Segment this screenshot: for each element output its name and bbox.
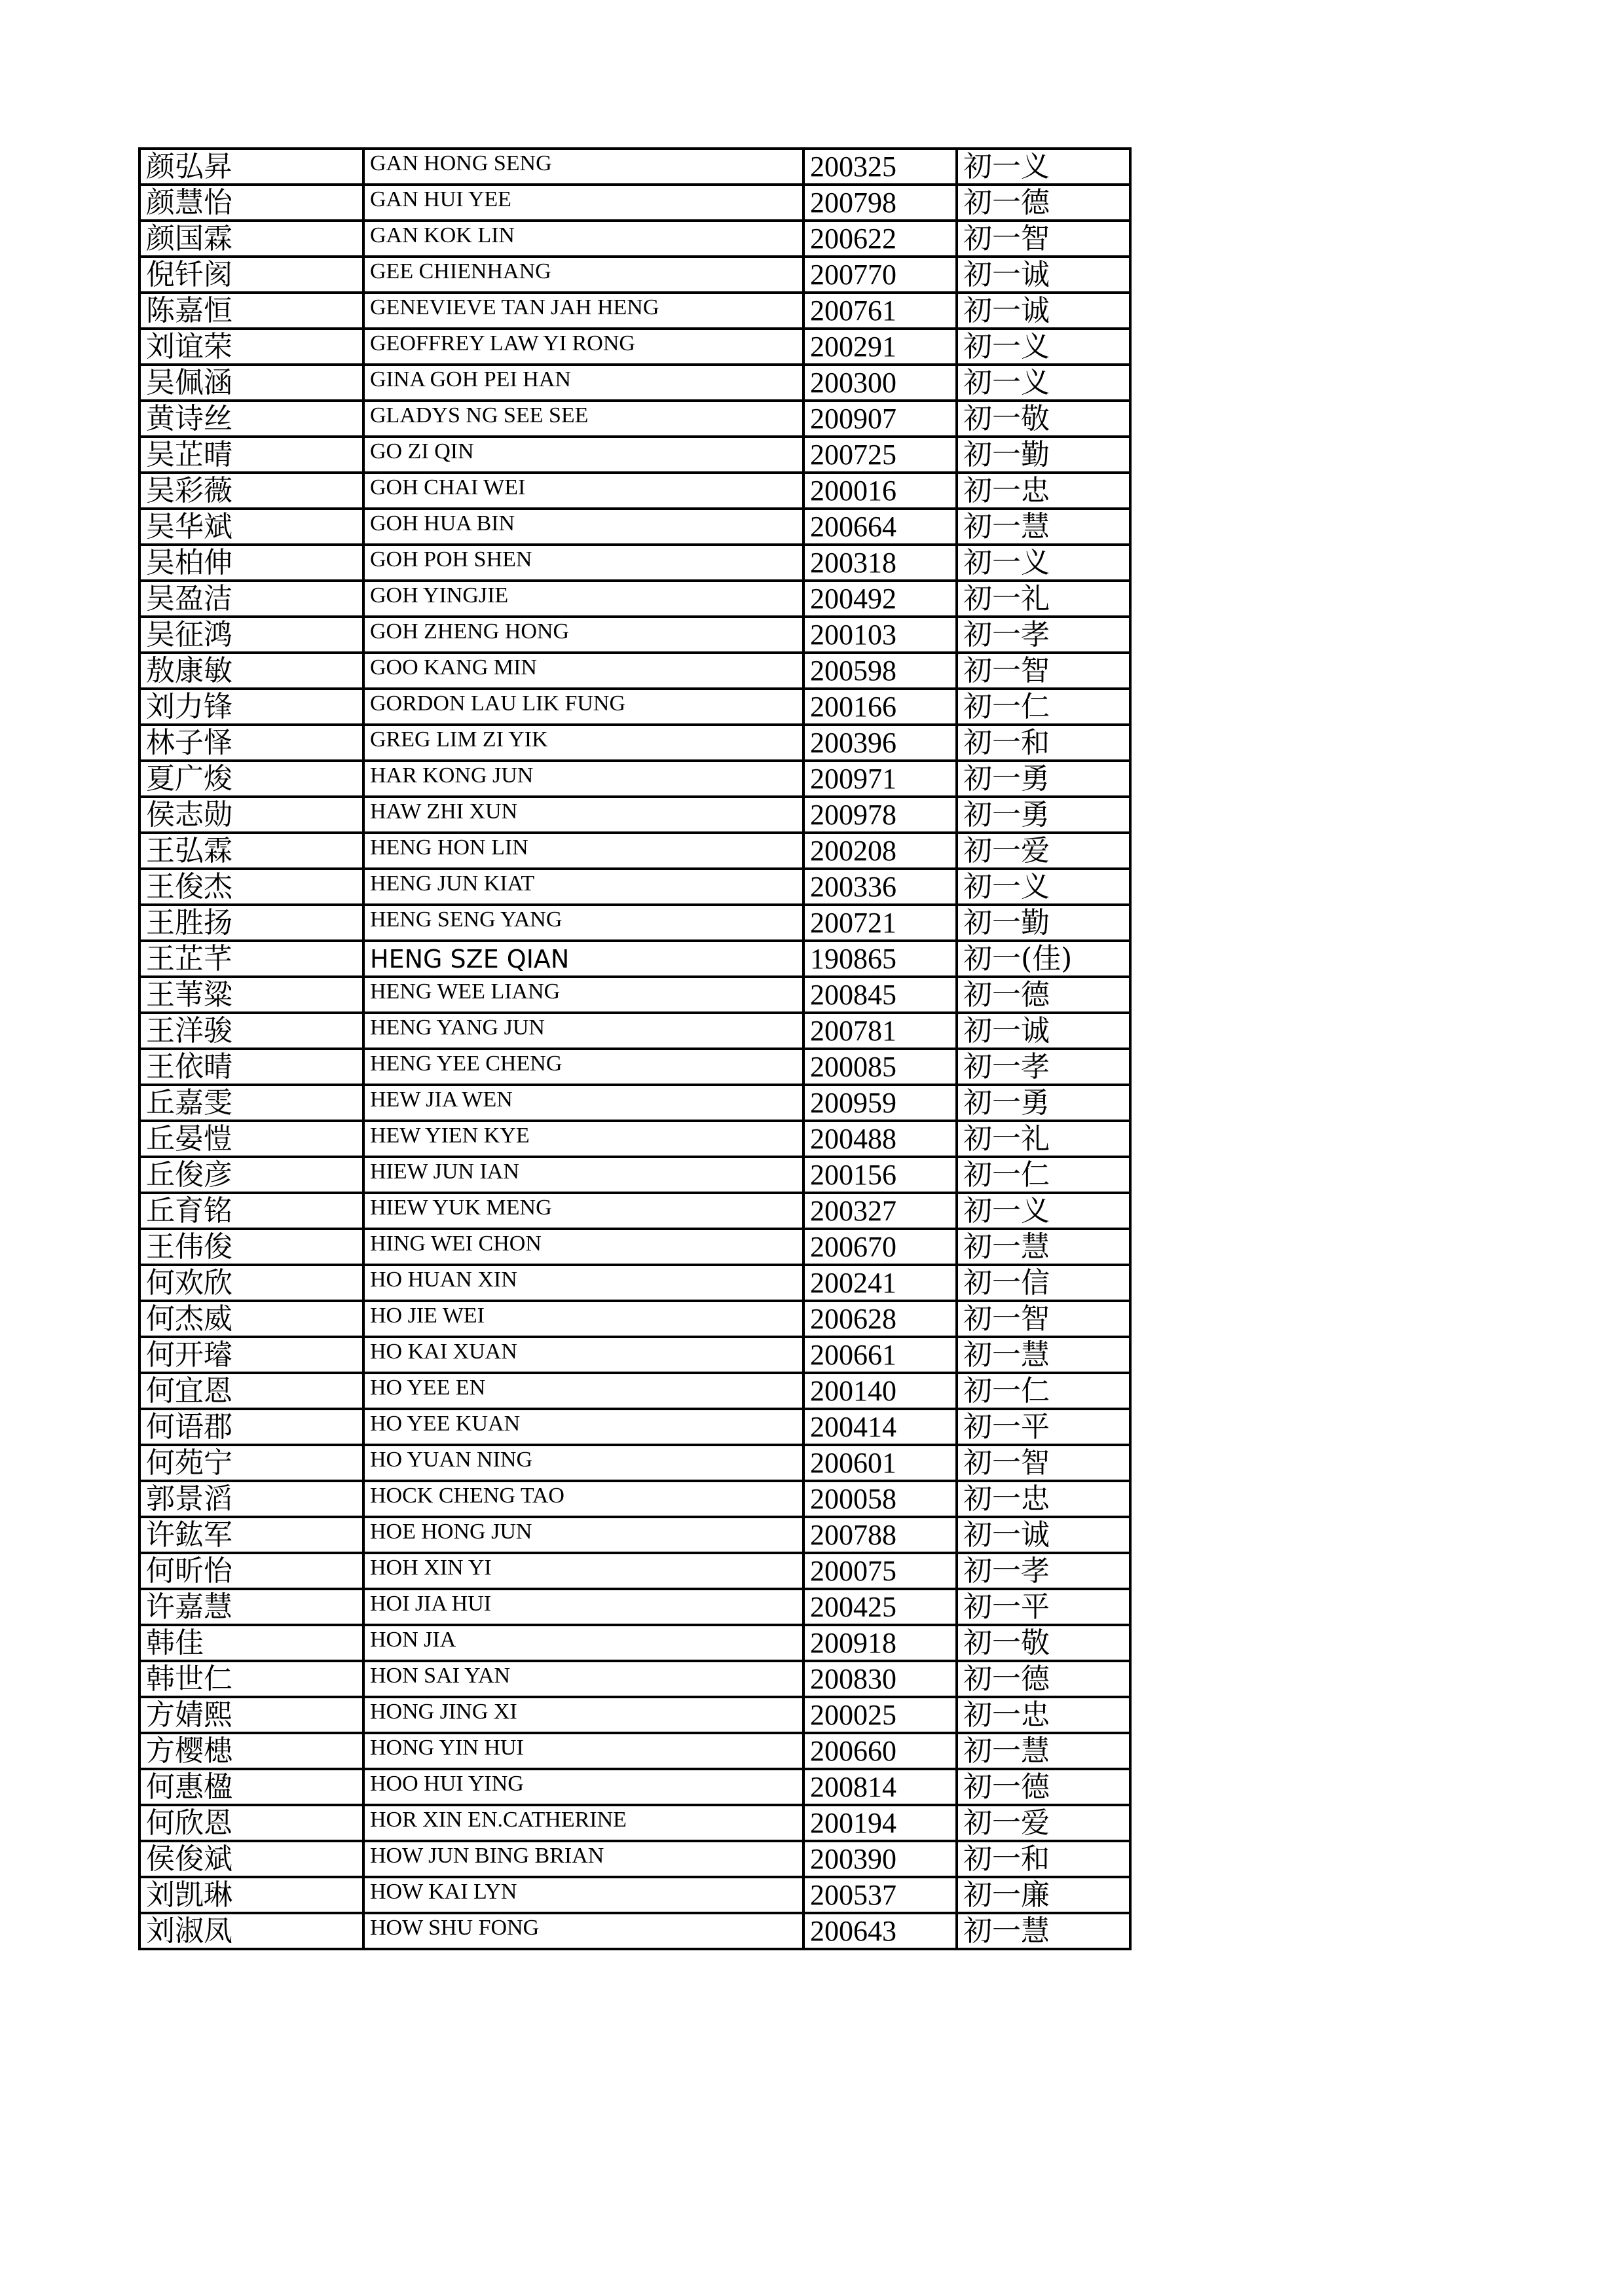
class-cell: 初一孝 [957,617,1130,653]
class-cell: 初一勤 [957,437,1130,473]
chinese-name-cell: 王苇粱 [139,977,363,1013]
english-name-cell: HOO HUI YING [363,1769,803,1805]
class-cell: 初一义 [957,1193,1130,1229]
chinese-name-cell: 吴华斌 [139,509,363,545]
chinese-name-cell: 侯志勋 [139,797,363,833]
class-cell: 初一和 [957,725,1130,761]
class-cell: 初一义 [957,365,1130,401]
chinese-name-cell: 侯俊斌 [139,1841,363,1877]
chinese-name-cell: 韩佳 [139,1625,363,1661]
chinese-name-cell: 王伟俊 [139,1229,363,1265]
class-cell: 初一慧 [957,1913,1130,1949]
student-id-cell: 200670 [803,1229,957,1265]
class-cell: 初一德 [957,185,1130,221]
student-id-cell: 200075 [803,1553,957,1589]
table-row [139,653,1130,689]
student-id-cell: 200103 [803,617,957,653]
chinese-name-cell: 何欣恩 [139,1805,363,1841]
student-id-cell: 200770 [803,257,957,293]
english-name-cell: HO HUAN XIN [363,1265,803,1301]
english-name-cell: GAN KOK LIN [363,221,803,257]
class-cell: 初一忠 [957,473,1130,509]
english-name-cell: HENG WEE LIANG [363,977,803,1013]
student-id-cell: 200396 [803,725,957,761]
table-row [139,185,1130,221]
english-name-cell: HIEW JUN IAN [363,1157,803,1193]
english-name-cell: GAN HUI YEE [363,185,803,221]
table-row [139,257,1130,293]
english-name-cell: GOH CHAI WEI [363,473,803,509]
english-name-cell: GEOFFREY LAW YI RONG [363,329,803,365]
student-id-cell: 200488 [803,1121,957,1157]
english-name-cell: HON JIA [363,1625,803,1661]
english-name-cell: HOR XIN EN.CATHERINE [363,1805,803,1841]
table-row [139,1877,1130,1913]
table-row [139,1013,1130,1049]
student-id-cell: 200414 [803,1409,957,1445]
student-id-cell: 200918 [803,1625,957,1661]
student-id-cell: 190865 [803,941,957,977]
table-row [139,1697,1130,1733]
class-cell: 初一诚 [957,257,1130,293]
table-row [139,1445,1130,1481]
student-id-cell: 200336 [803,869,957,905]
student-id-cell: 200830 [803,1661,957,1697]
table-row [139,1517,1130,1553]
student-id-cell: 200537 [803,1877,957,1913]
english-name-cell: HENG YEE CHENG [363,1049,803,1085]
chinese-name-cell: 吴佩涵 [139,365,363,401]
table-row [139,293,1130,329]
class-cell: 初一敬 [957,1625,1130,1661]
student-id-cell: 200845 [803,977,957,1013]
english-name-cell: GLADYS NG SEE SEE [363,401,803,437]
table-row [139,1409,1130,1445]
chinese-name-cell: 王弘霖 [139,833,363,869]
student-id-cell: 200660 [803,1733,957,1769]
student-id-cell: 200325 [803,149,957,185]
class-cell: 初一和 [957,1841,1130,1877]
english-name-cell: HEW YIEN KYE [363,1121,803,1157]
class-cell: 初一义 [957,545,1130,581]
english-name-cell: GOH ZHENG HONG [363,617,803,653]
english-name-cell: GOH POH SHEN [363,545,803,581]
class-cell: 初一义 [957,869,1130,905]
table-row [139,1373,1130,1409]
table-row [139,617,1130,653]
chinese-name-cell: 何昕怡 [139,1553,363,1589]
table-row [139,1301,1130,1337]
english-name-cell: HENG SENG YANG [363,905,803,941]
table-row [139,581,1130,617]
chinese-name-cell: 方婧熙 [139,1697,363,1733]
table-row [139,761,1130,797]
table-row [139,1085,1130,1121]
class-cell: 初一慧 [957,1229,1130,1265]
class-cell: 初一勇 [957,761,1130,797]
student-id-cell: 200798 [803,185,957,221]
chinese-name-cell: 郭景滔 [139,1481,363,1517]
student-id-cell: 200300 [803,365,957,401]
chinese-name-cell: 刘力锋 [139,689,363,725]
class-cell: 初一仁 [957,1373,1130,1409]
student-id-cell: 200959 [803,1085,957,1121]
english-name-cell: GREG LIM ZI YIK [363,725,803,761]
table-row [139,1193,1130,1229]
chinese-name-cell: 颜弘昇 [139,149,363,185]
chinese-name-cell: 夏广焌 [139,761,363,797]
class-cell: 初一仁 [957,689,1130,725]
table-row [139,1913,1130,1949]
english-name-cell: HO KAI XUAN [363,1337,803,1373]
table-row [139,833,1130,869]
student-id-cell: 200140 [803,1373,957,1409]
table-row [139,473,1130,509]
student-id-cell: 200025 [803,1697,957,1733]
english-name-cell: GOH HUA BIN [363,509,803,545]
class-cell: 初一仁 [957,1157,1130,1193]
class-cell: 初一平 [957,1589,1130,1625]
table-row [139,401,1130,437]
table-row [139,797,1130,833]
class-cell: 初一智 [957,1301,1130,1337]
chinese-name-cell: 丘嘉雯 [139,1085,363,1121]
table-row [139,689,1130,725]
english-name-cell: HENG JUN KIAT [363,869,803,905]
english-name-cell: HAR KONG JUN [363,761,803,797]
english-name-cell: GENEVIEVE TAN JAH HENG [363,293,803,329]
table-row [139,221,1130,257]
chinese-name-cell: 王芷芊 [139,941,363,977]
student-id-cell: 200425 [803,1589,957,1625]
english-name-cell: HO YEE KUAN [363,1409,803,1445]
table-row [139,1769,1130,1805]
student-id-cell: 200166 [803,689,957,725]
class-cell: 初一忠 [957,1697,1130,1733]
chinese-name-cell: 陈嘉恒 [139,293,363,329]
student-id-cell: 200601 [803,1445,957,1481]
class-cell: 初一德 [957,977,1130,1013]
chinese-name-cell: 林子怿 [139,725,363,761]
student-id-cell: 200971 [803,761,957,797]
table-row [139,149,1130,185]
chinese-name-cell: 吴盈洁 [139,581,363,617]
student-id-cell: 200907 [803,401,957,437]
class-cell: 初一平 [957,1409,1130,1445]
english-name-cell: HOI JIA HUI [363,1589,803,1625]
table-row [139,545,1130,581]
student-id-cell: 200788 [803,1517,957,1553]
class-cell: 初一慧 [957,1337,1130,1373]
chinese-name-cell: 刘凯琳 [139,1877,363,1913]
english-name-cell: HOW SHU FONG [363,1913,803,1949]
chinese-name-cell: 吴征鸿 [139,617,363,653]
english-name-cell: HENG HON LIN [363,833,803,869]
class-cell: 初一忠 [957,1481,1130,1517]
table-row [139,329,1130,365]
english-name-cell: HOW JUN BING BRIAN [363,1841,803,1877]
student-id-cell: 200318 [803,545,957,581]
chinese-name-cell: 丘俊彦 [139,1157,363,1193]
chinese-name-cell: 吴柏伸 [139,545,363,581]
table-row [139,1661,1130,1697]
class-cell: 初一慧 [957,1733,1130,1769]
english-name-cell: GAN HONG SENG [363,149,803,185]
class-cell: 初一智 [957,1445,1130,1481]
class-cell: 初一廉 [957,1877,1130,1913]
student-id-cell: 200390 [803,1841,957,1877]
student-id-cell: 200327 [803,1193,957,1229]
table-row [139,1589,1130,1625]
table-row [139,365,1130,401]
english-name-cell: HO YUAN NING [363,1445,803,1481]
english-name-cell: HEW JIA WEN [363,1085,803,1121]
table-row [139,509,1130,545]
class-cell: 初一礼 [957,581,1130,617]
student-id-cell: 200016 [803,473,957,509]
english-name-cell: GOO KANG MIN [363,653,803,689]
student-id-cell: 200291 [803,329,957,365]
chinese-name-cell: 许嘉慧 [139,1589,363,1625]
class-cell: 初一诚 [957,293,1130,329]
table-row [139,905,1130,941]
english-name-cell: HO YEE EN [363,1373,803,1409]
student-id-cell: 200725 [803,437,957,473]
table-row [139,1841,1130,1877]
english-name-cell: HIEW YUK MENG [363,1193,803,1229]
table-row [139,1157,1130,1193]
chinese-name-cell: 王胜扬 [139,905,363,941]
class-cell: 初一孝 [957,1049,1130,1085]
english-name-cell: HONG YIN HUI [363,1733,803,1769]
english-name-cell: HENG SZE QIAN [363,941,803,977]
class-cell: 初一爱 [957,833,1130,869]
english-name-cell: GO ZI QIN [363,437,803,473]
chinese-name-cell: 何开璿 [139,1337,363,1373]
table-row [139,977,1130,1013]
english-name-cell: HONG JING XI [363,1697,803,1733]
student-id-cell: 200085 [803,1049,957,1085]
student-id-cell: 200241 [803,1265,957,1301]
english-name-cell: GOH YINGJIE [363,581,803,617]
chinese-name-cell: 何欢欣 [139,1265,363,1301]
student-id-cell: 200598 [803,653,957,689]
chinese-name-cell: 方樱槵 [139,1733,363,1769]
english-name-cell: GORDON LAU LIK FUNG [363,689,803,725]
chinese-name-cell: 刘淑凤 [139,1913,363,1949]
class-cell: 初一义 [957,149,1130,185]
class-cell: 初一德 [957,1661,1130,1697]
student-id-cell: 200721 [803,905,957,941]
class-cell: 初一德 [957,1769,1130,1805]
chinese-name-cell: 何苑宁 [139,1445,363,1481]
student-list-table [138,147,1132,1950]
table-row [139,1265,1130,1301]
chinese-name-cell: 何杰威 [139,1301,363,1337]
student-id-cell: 200492 [803,581,957,617]
english-name-cell: HOCK CHENG TAO [363,1481,803,1517]
chinese-name-cell: 许鈜军 [139,1517,363,1553]
chinese-name-cell: 倪钎阂 [139,257,363,293]
student-id-cell: 200194 [803,1805,957,1841]
student-id-cell: 200978 [803,797,957,833]
english-name-cell: HAW ZHI XUN [363,797,803,833]
table-row [139,1121,1130,1157]
student-id-cell: 200622 [803,221,957,257]
table-row [139,725,1130,761]
table-row [139,1625,1130,1661]
student-id-cell: 200661 [803,1337,957,1373]
chinese-name-cell: 颜慧怡 [139,185,363,221]
class-cell: 初一孝 [957,1553,1130,1589]
student-id-cell: 200156 [803,1157,957,1193]
chinese-name-cell: 丘育铭 [139,1193,363,1229]
english-name-cell: HING WEI CHON [363,1229,803,1265]
table-row [139,1229,1130,1265]
chinese-name-cell: 刘谊荣 [139,329,363,365]
class-cell: 初一礼 [957,1121,1130,1157]
english-name-cell: HOW KAI LYN [363,1877,803,1913]
class-cell: 初一信 [957,1265,1130,1301]
class-cell: 初一勇 [957,1085,1130,1121]
student-id-cell: 200814 [803,1769,957,1805]
class-cell: 初一敬 [957,401,1130,437]
table-row [139,1049,1130,1085]
english-name-cell: HOH XIN YI [363,1553,803,1589]
chinese-name-cell: 韩世仁 [139,1661,363,1697]
student-id-cell: 200208 [803,833,957,869]
class-cell: 初一智 [957,221,1130,257]
english-name-cell: GEE CHIENHANG [363,257,803,293]
class-cell: 初一智 [957,653,1130,689]
chinese-name-cell: 何宜恩 [139,1373,363,1409]
table-row [139,437,1130,473]
table-row [139,1805,1130,1841]
chinese-name-cell: 敖康敏 [139,653,363,689]
chinese-name-cell: 黄诗丝 [139,401,363,437]
english-name-cell: HENG YANG JUN [363,1013,803,1049]
student-id-cell: 200664 [803,509,957,545]
table-row [139,869,1130,905]
student-id-cell: 200628 [803,1301,957,1337]
chinese-name-cell: 丘晏愷 [139,1121,363,1157]
chinese-name-cell: 王依晴 [139,1049,363,1085]
chinese-name-cell: 王俊杰 [139,869,363,905]
chinese-name-cell: 何惠楹 [139,1769,363,1805]
class-cell: 初一诚 [957,1517,1130,1553]
english-name-cell: HO JIE WEI [363,1301,803,1337]
student-id-cell: 200761 [803,293,957,329]
chinese-name-cell: 吴彩薇 [139,473,363,509]
class-cell: 初一勇 [957,797,1130,833]
class-cell: 初一慧 [957,509,1130,545]
student-list-body [139,149,1130,1949]
english-name-cell: GINA GOH PEI HAN [363,365,803,401]
table-row [139,1733,1130,1769]
class-cell: 初一爱 [957,1805,1130,1841]
student-id-cell: 200781 [803,1013,957,1049]
english-name-cell: HOE HONG JUN [363,1517,803,1553]
chinese-name-cell: 何语郡 [139,1409,363,1445]
student-id-cell: 200643 [803,1913,957,1949]
chinese-name-cell: 王洋骏 [139,1013,363,1049]
class-cell: 初一(佳) [957,941,1130,977]
english-name-cell: HON SAI YAN [363,1661,803,1697]
chinese-name-cell: 颜国霖 [139,221,363,257]
class-cell: 初一勤 [957,905,1130,941]
table-row [139,1481,1130,1517]
student-id-cell: 200058 [803,1481,957,1517]
table-row [139,941,1130,977]
table-row [139,1553,1130,1589]
table-row [139,1337,1130,1373]
class-cell: 初一义 [957,329,1130,365]
class-cell: 初一诚 [957,1013,1130,1049]
chinese-name-cell: 吴芷晴 [139,437,363,473]
